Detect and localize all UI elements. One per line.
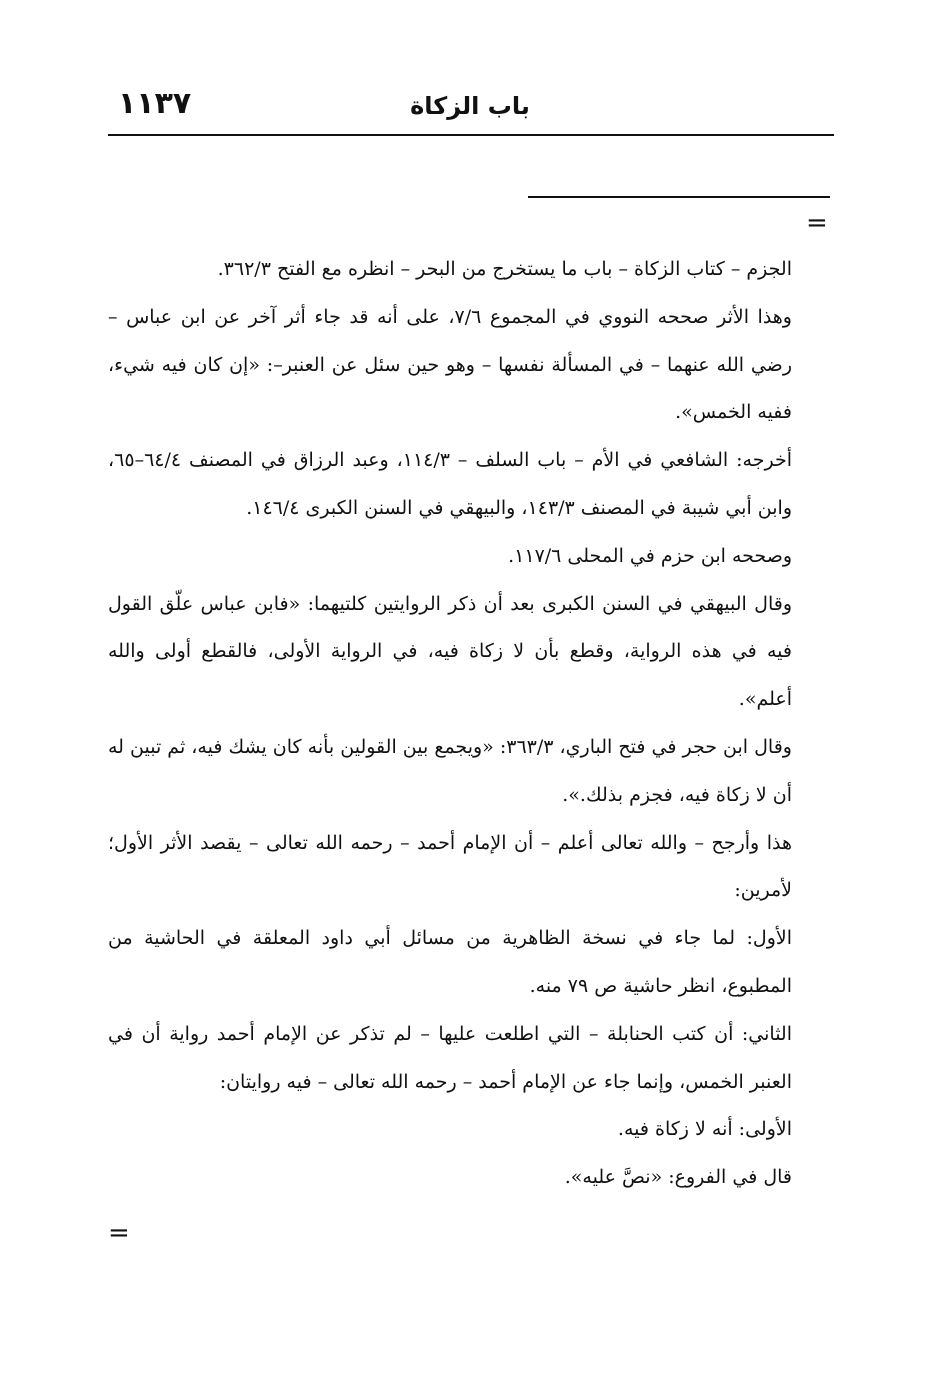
paragraph: الجزم – كتاب الزكاة – باب ما يستخرج من البحر – انظره مع الفتح ٣٦٢/٣. [217,258,792,280]
paragraph: الأول: لما جاء في نسخة الظاهرية من مسائل أبي داود المعلقة في الحاشية من المطبوع، انظر حاشية ص ٧٩ منه. [108,927,792,997]
page-number: ١١٣٧ [118,86,192,121]
page-title: باب الزكاة [410,92,530,120]
paragraph: وقال البيهقي في السنن الكبرى بعد أن ذكر الروايتين كلتيهما: «فابن عباس علّق القول فيه في هذه الرواية، وقطع بأن لا زكاة فيه، في الرواية الأولى، فالقطع أولى والله أعلم». [108,592,792,711]
paragraph: وصححه ابن حزم في المحلى ١١٧/٦. [508,544,792,567]
paragraph: وقال ابن حجر في فتح الباري، ٣٦٣/٣: «ويجمع بين القولين بأنه كان يشك فيه، ثم تبين له أن لا زكاة فيه، فجزم بذلك.». [108,735,792,806]
continuation-mark-bottom: = [108,1218,130,1248]
paragraph: قال في الفروع: «نصَّ عليه». [564,1166,792,1189]
continuation-mark-top: = [806,208,828,238]
footnote-body [108,246,792,1202]
footnote-rule [528,196,830,198]
header-rule [108,134,834,136]
paragraph: الأولى: أنه لا زكاة فيه. [617,1118,792,1141]
paragraph: الثاني: أن كتب الحنابلة – التي اطلعت عليها – لم تذكر عن الإمام أحمد رواية أن في العنبر الخمس، وإنما جاء عن الإمام أحمد – رحمه الله تعالى – فيه روايتان: [108,1022,792,1093]
paragraph: وهذا الأثر صححه النووي في المجموع ٧/٦، على أنه قد جاء أثر آخر عن ابن عباس – رضي الله عنهما – في المسألة نفسها – وهو حين سئل عن العنبر–: «إن كان فيه شيء، ففيه الخمس». [108,305,792,424]
paragraph: هذا وأرجح – والله تعالى أعلم – أن الإمام أحمد – رحمه الله تعالى – يقصد الأثر الأول؛ لأمرين: [108,831,792,902]
paragraph: أخرجه: الشافعي في الأم – باب السلف – ١١٤/٣، وعبد الرزاق في المصنف ٦٤/٤–٦٥، وابن أبي شيبة في المصنف ١٤٣/٣، والبيهقي في السنن الكبرى ١٤٦/٤. [108,449,792,519]
